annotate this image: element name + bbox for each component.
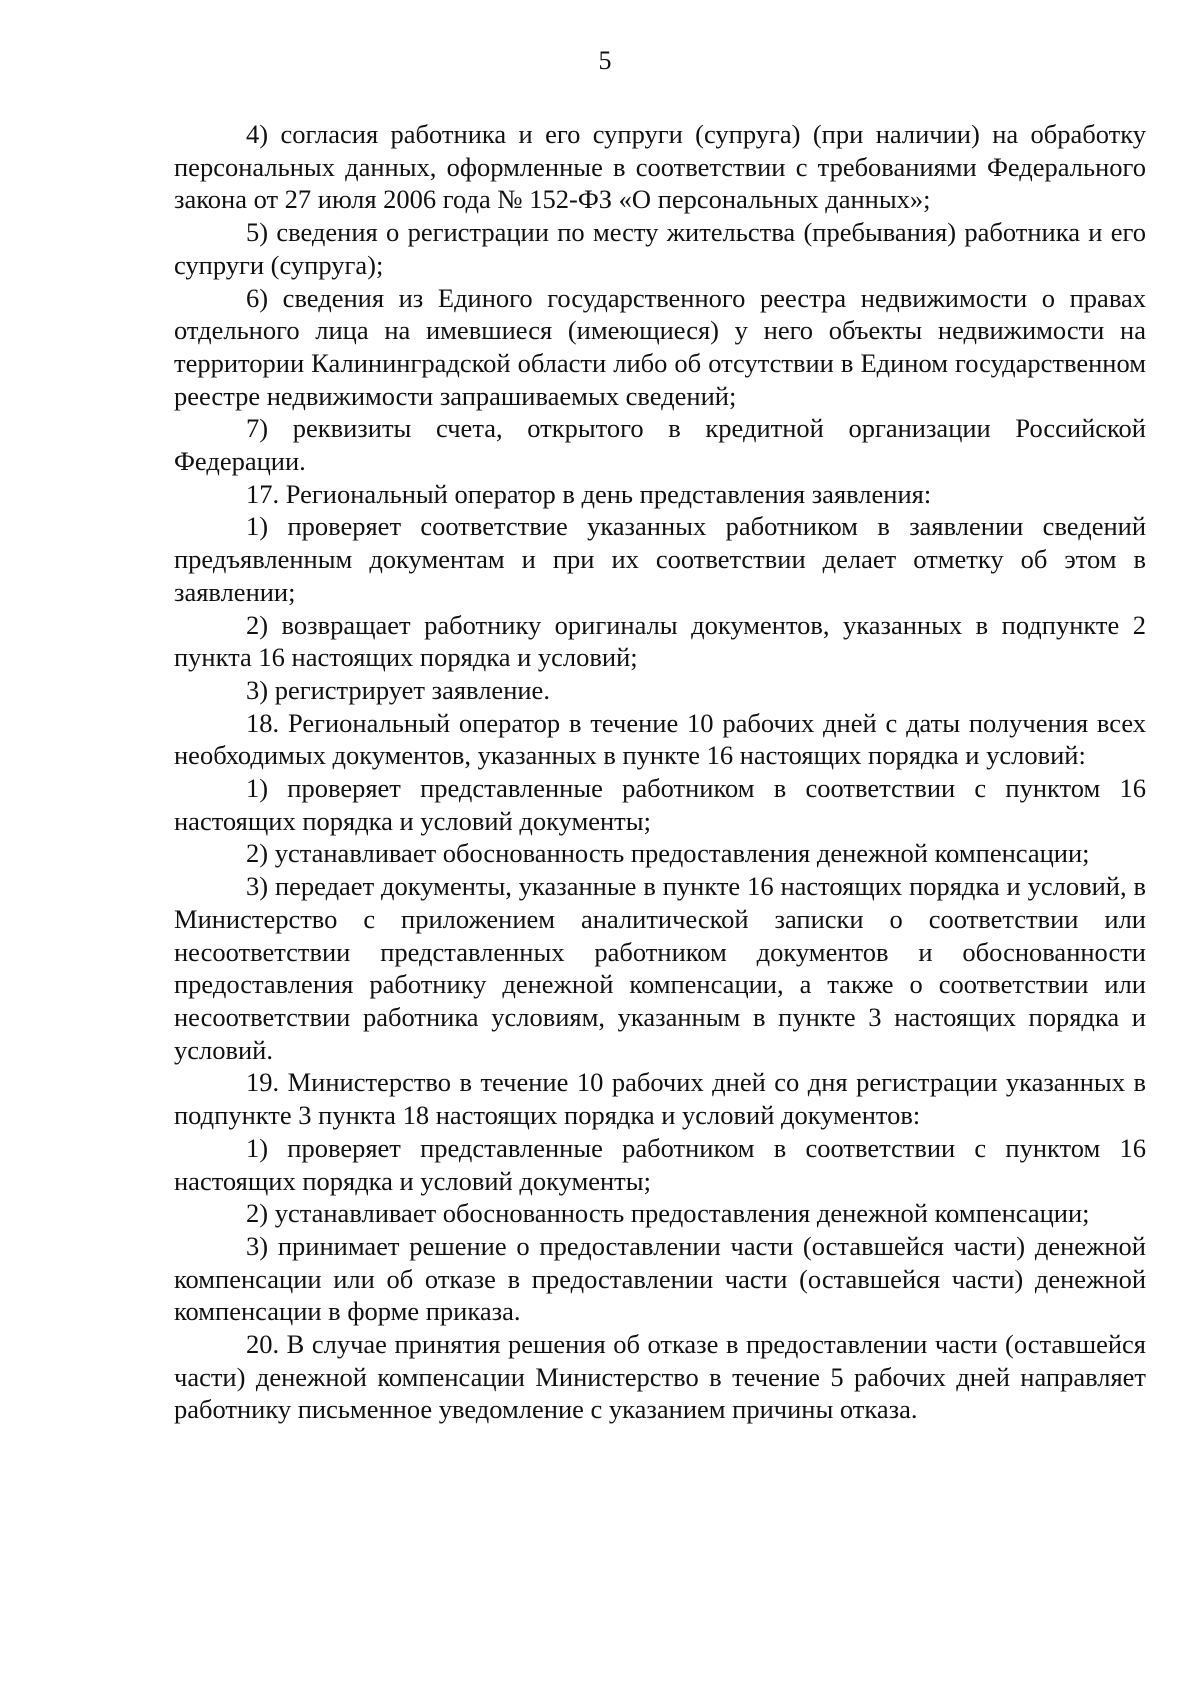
paragraph-17-item-3: 3) регистрирует заявление. xyxy=(246,674,550,705)
paragraph-18-item-1: 1) проверяет представленные работником в соответствии с пунктом 16 настоящих порядка и условий документы; xyxy=(174,773,1146,836)
page-number: 5 xyxy=(598,46,612,75)
paragraph-clause-17: 17. Региональный оператор в день представления заявления: xyxy=(246,478,932,509)
paragraph-19-item-3: 3) принимает решение о предоставлении части (оставшейся части) денежной компенсации или об отказе в предоставлении части (оставшейся части) денежной компенсации в форме приказа. xyxy=(174,1230,1146,1327)
paragraph-17-item-1: 1) проверяет соответствие указанных работником в заявлении сведений предъявленным документам и при их соответствии делает отметку об этом в заявлении; xyxy=(174,511,1146,607)
paragraph-item-4-consent: 4) согласия работника и его супруги (супруга) (при наличии) на обработку персональных данных, оформленные в соответствии с требованиями Федерального закона от 27 июля 2006 года № 152-ФЗ «О персональных данных»; xyxy=(174,119,1146,215)
paragraph-clause-18: 18. Региональный оператор в течение 10 рабочих дней с даты получения всех необходимых документов, указанных в пункте 16 настоящих порядка и условий: xyxy=(174,707,1146,771)
paragraph-19-item-2: 2) устанавливает обоснованность предоставления денежной компенсации; xyxy=(246,1198,1090,1229)
paragraph-item-7-bank-details: 7) реквизиты счета, открытого в кредитной организации Российской Федерации. xyxy=(174,413,1146,477)
paragraph-18-item-2: 2) устанавливает обоснованность предоставления денежной компенсации; xyxy=(246,838,1090,869)
paragraph-clause-20: 20. В случае принятия решения об отказе в предоставлении части (оставшейся части) денежной компенсации Министерство в течение 5 рабочих дней направляет работнику письменное уведомление с указанием причины отказа. xyxy=(174,1329,1146,1425)
paragraph-clause-19: 19. Министерство в течение 10 рабочих дней со дня регистрации указанных в подпункте 3 пункта 18 настоящих порядка и условий документов: xyxy=(174,1067,1146,1131)
document-body xyxy=(174,118,1146,1426)
paragraph-18-item-3: 3) передает документы, указанные в пункте 16 настоящих порядка и условий, в Министерство с приложением аналитической записки о соответствии или несоответствии представленных работником документов и обоснованности предоставления работнику денежной компенсации, а также о соответствии или несоответствии работника условиям, указанным в пункте 3 настоящих порядка и условий. xyxy=(174,871,1146,1065)
paragraph-19-item-1: 1) проверяет представленные работником в соответствии с пунктом 16 настоящих порядка и условий документы; xyxy=(174,1132,1146,1196)
paragraph-item-6-real-estate: 6) сведения из Единого государственного реестра недвижимости о правах отдельного лица на имевшиеся (имеющиеся) у него объекты недвижимости на территории Калининградской области либо об отсутствии в Едином государственном реестре недвижимости запрашиваемых сведений; xyxy=(174,282,1146,411)
paragraph-item-5-registration: 5) сведения о регистрации по месту жительства (пребывания) работника и его супруги (супруга); xyxy=(174,217,1146,280)
paragraph-17-item-2: 2) возвращает работнику оригиналы документов, указанных в подпункте 2 пункта 16 настоящих порядка и условий; xyxy=(174,609,1146,673)
